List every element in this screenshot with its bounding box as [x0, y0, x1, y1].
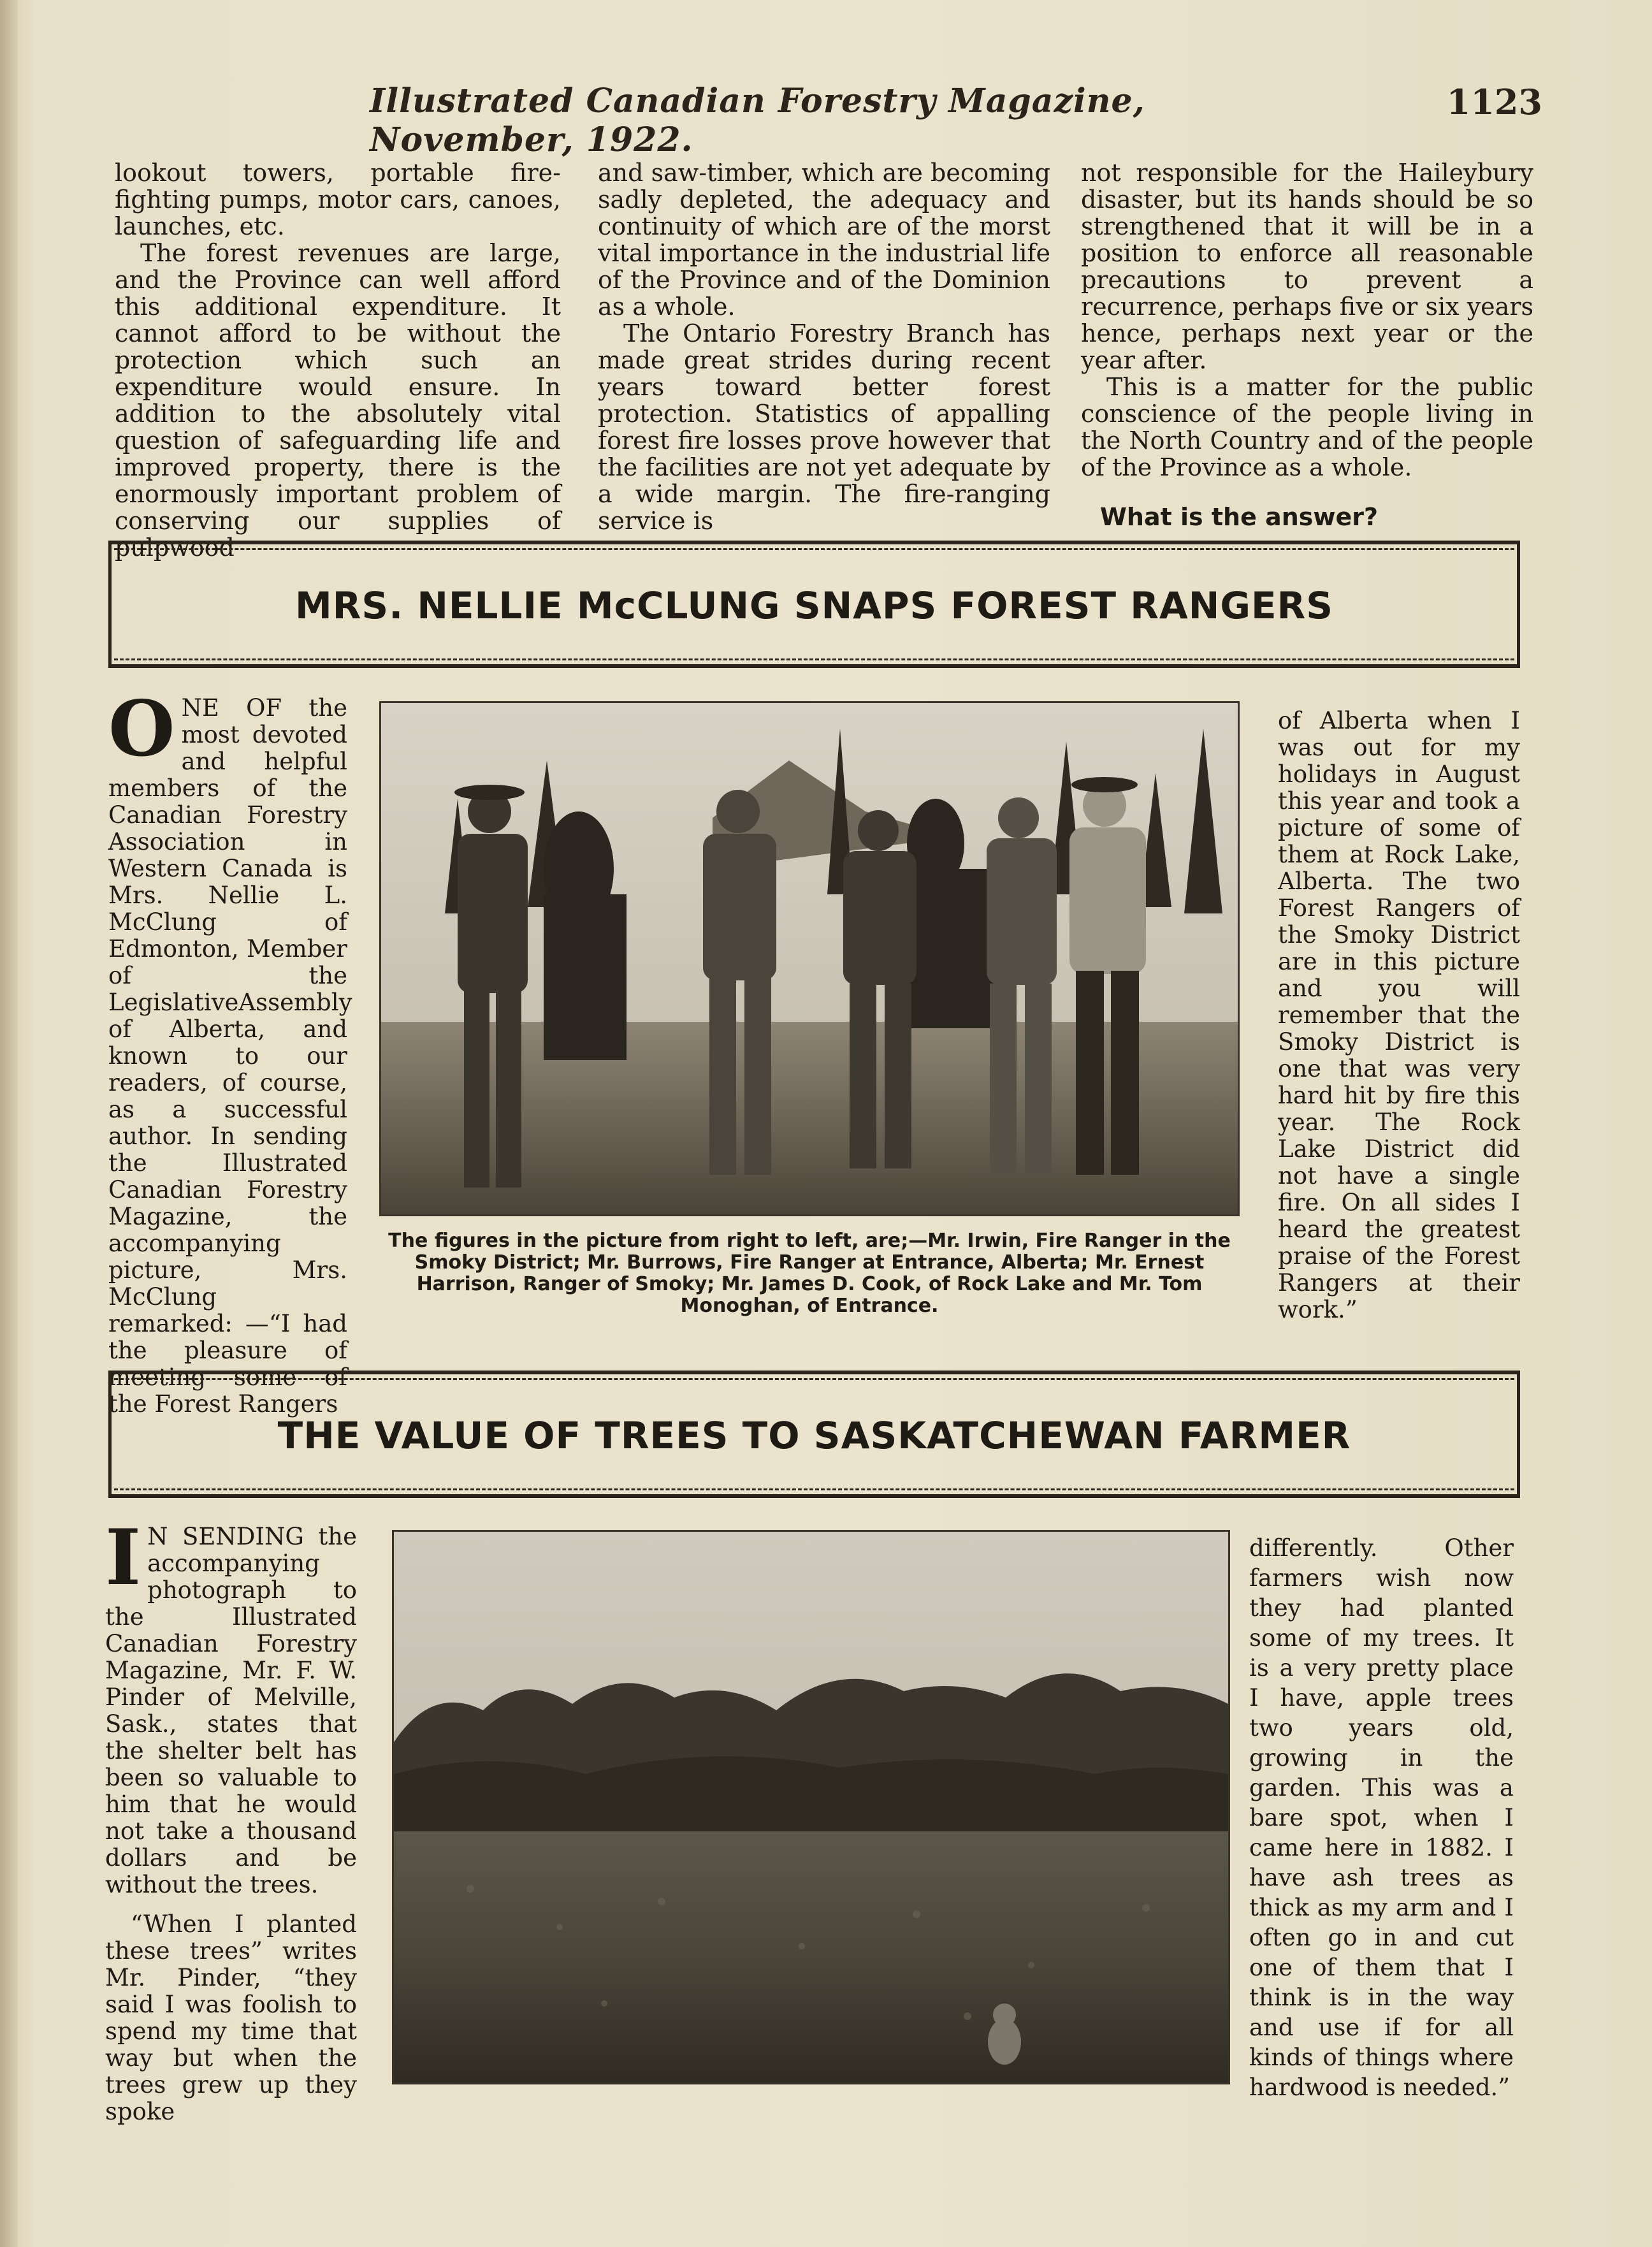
article-2-left-column — [105, 1513, 357, 2125]
paragraph: “When I planted these trees” writes Mr. Pinder, “they said I was foolish to spend my time that way but when the trees grew up they spoke — [105, 1910, 357, 2125]
page-gutter-shadow — [0, 0, 18, 2247]
article-2-quote: differently. Other farmers wish now they had planted some of my trees. It is a very pretty place I have, apple trees two years old, growing in the garden. This was a bare spot, when I came here in 1882. I have ash trees as thick as my arm and I often go in and cut one of them that I think is in the way and use if for all kinds of things where hardwood is needed.” — [1249, 1534, 1514, 2101]
paragraph: lookout towers, portable fire-fighting pumps, motor cars, canoes, launches, etc. — [115, 159, 561, 240]
paragraph: The forest revenues are large, and the Province can well afford this additional expenditure. It cannot afford to be without the protection which such an expenditure would ensure. In addition to the absolutely vital question of safeguarding life and improved property, there is the enormously important problem of conserving our supplies of pulpwood — [115, 239, 561, 562]
article-2-headline: THE VALUE OF TREES TO SASKATCHEWAN FARMER — [277, 1414, 1351, 1457]
drop-cap: O — [108, 684, 175, 774]
article-1-quote: of Alberta when I was out for my holidays in August this year and took a picture of some of them at Rock Lake, Alberta. The two Forest Rangers of the Smoky District are in this picture and you will remember that the Smoky District is one that was very hard hit by fire this year. The Rock Lake District did not have a single fire. On all sides I heard the greatest praise of the Forest Rangers at their work.” — [1278, 707, 1520, 1323]
article-2-intro-text: N SENDING the accompanying photograph to the Illustrated Canadian Forestry Magazine, Mr. F. W. Pinder of Melville, Sask., states that the shelter belt has been so valuable to him that he would not take a thousand dollars and be without the trees. — [105, 1523, 357, 1898]
headline-frame-1 — [108, 541, 1520, 668]
forest-rangers-photo — [379, 701, 1240, 1216]
paragraph: not responsible for the Haileybury disaster, but its hands should be so strengthened that it will be in a position to enforce all reasonable precautions to prevent a recurrence, perhaps five or six years hence, perhaps next year or the year after. — [1081, 159, 1533, 374]
continued-column-3 — [1081, 159, 1533, 530]
drop-cap: I — [105, 1513, 141, 1603]
shelter-belt-photo — [392, 1530, 1230, 2084]
closing-question: What is the answer? — [1100, 503, 1379, 531]
paragraph: The Ontario Forestry Branch has made great strides during recent years toward better forest protection. Statistics of appalling forest fire losses prove however that the facilities are not yet adequate by a wide margin. The fire-ranging service is — [598, 319, 1050, 535]
article-2-right-column — [1249, 1533, 1514, 2102]
article-1-headline: MRS. NELLIE McCLUNG SNAPS FOREST RANGERS — [295, 584, 1333, 627]
forest-rangers-photo-art — [381, 703, 1238, 1214]
article-1-left-column — [108, 684, 352, 1418]
paragraph: This is a matter for the public conscience of the people living in the North Country and of the people of the Province as a whole. — [1081, 373, 1533, 481]
continued-column-2 — [598, 159, 1050, 534]
headline-frame-2 — [108, 1371, 1520, 1498]
page-number: 1123 — [1446, 82, 1542, 122]
paragraph: and saw-timber, which are becoming sadly depleted, the adequacy and continuity of which are of the morst vital importance in the industrial life of the Province and of the Dominion as a whole. — [598, 159, 1050, 321]
continued-column-1 — [115, 159, 561, 561]
article-1-intro: NE OF the most devoted and helpful members of the Canadian Forestry Association in Western Canada is Mrs. Nellie L. McClung of Edmonton, Member of the LegislativeAssembly of Alberta, and known to our readers, of course, as a successful author. In sending the Illustrated Canadian Forestry Magazine, the accompanying picture, Mrs. McClung remarked: —“I had the pleasure of meeting some of the Forest Rangers — [108, 694, 352, 1418]
shelter-belt-photo-art — [394, 1532, 1228, 2083]
running-title: Illustrated Canadian Forestry Magazine, November, 1922. — [370, 82, 1145, 159]
article-1-right-column — [1278, 708, 1520, 1323]
photo-caption: The figures in the picture from right to left, are;—Mr. Irwin, Fire Ranger in the Smoky District; Mr. Burrows, Fire Ranger at Entrance, Alberta; Mr. Ernest Harrison, Ranger of Smoky; Mr. James D. Cook, of Rock Lake and Mr. Tom Monoghan, of Entrance. — [388, 1230, 1231, 1317]
article-2-intro — [105, 1513, 357, 1898]
